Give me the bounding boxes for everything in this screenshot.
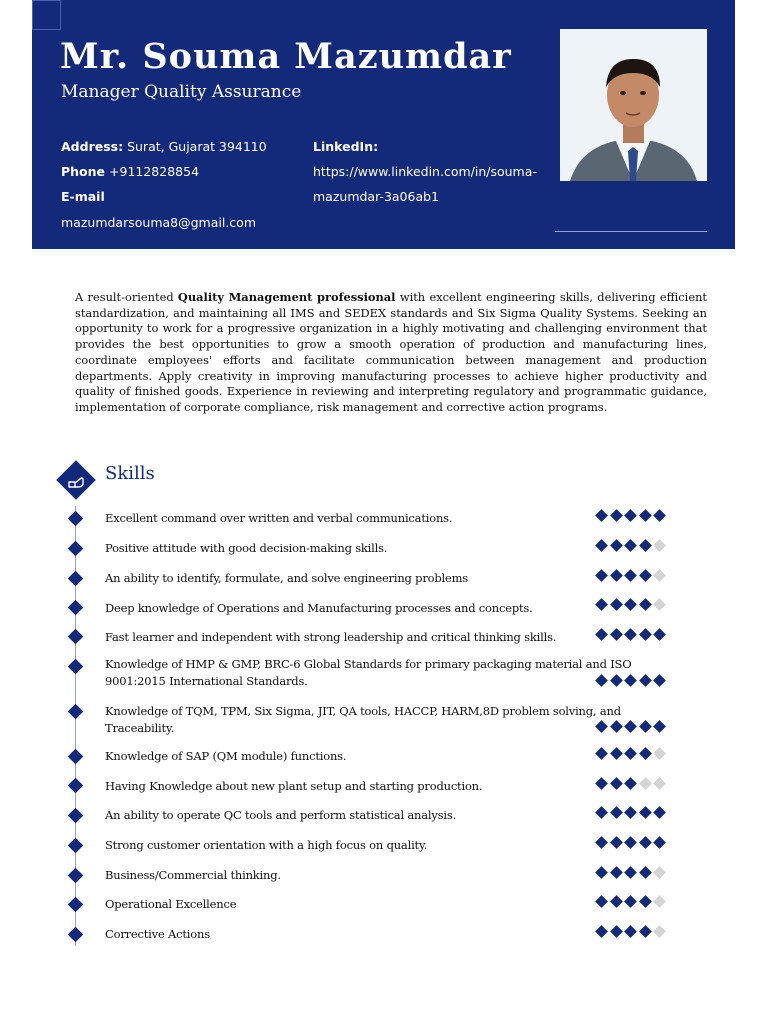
diamond-bullet-icon	[68, 749, 84, 765]
rating-filled-diamond-icon	[595, 777, 608, 790]
rating-filled-diamond-icon	[639, 806, 652, 819]
rating-filled-diamond-icon	[639, 720, 652, 733]
skill-rating	[596, 600, 676, 612]
rating-filled-diamond-icon	[610, 836, 623, 849]
rating-empty-diamond-icon	[653, 777, 666, 790]
skill-rating	[596, 541, 676, 553]
rating-filled-diamond-icon	[624, 628, 637, 641]
phone-line	[61, 164, 199, 179]
linkedin-url-line2[interactable]: mazumdar-3a06ab1	[313, 189, 440, 204]
summary-highlight: Quality Management professional	[177, 290, 396, 304]
rating-filled-diamond-icon	[595, 539, 608, 552]
skill-label: Business/Commercial thinking.	[105, 868, 281, 882]
diamond-bullet-icon	[68, 659, 84, 675]
rating-filled-diamond-icon	[595, 836, 608, 849]
rating-filled-diamond-icon	[639, 598, 652, 611]
rating-filled-diamond-icon	[624, 866, 637, 879]
rating-filled-diamond-icon	[595, 925, 608, 938]
skill-label: Knowledge of SAP (QM module) functions.	[105, 749, 347, 763]
rating-filled-diamond-icon	[624, 747, 637, 760]
skill-label: Knowledge of HMP & GMP, BRC-6 Global Standards for primary packaging material and ISO 9001:2015 International Standards.	[105, 657, 632, 688]
professional-summary: A result-oriented Quality Management professional with excellent engineering skills, delivering efficient standardization, and maintaining all IMS and SEDEX standards and Six Sigma Quality Systems. Seeking an opportunity to work for a progressive organization in a highly motivating and challenging environment that provides the best opportunities to grow a smooth operation of production and manufacturing lines, coordinate employees' efforts and facilitate communication between management and production departments. Apply creativity in improving manufacturing processes to achieve higher productivity and quality of finished goods. Experience in reviewing and interpreting regulatory and programmatic guidance, implementation of corporate compliance, risk management and corrective action programs.	[75, 290, 707, 414]
photo-divider	[555, 231, 707, 232]
skill-label: Fast learner and independent with strong leadership and critical thinking skills.	[105, 630, 557, 644]
rating-filled-diamond-icon	[639, 628, 652, 641]
skill-label: Having Knowledge about new plant setup and starting production.	[105, 779, 483, 793]
diamond-bullet-icon	[68, 704, 84, 720]
skill-rating	[596, 897, 676, 909]
rating-filled-diamond-icon	[624, 539, 637, 552]
rating-filled-diamond-icon	[610, 569, 623, 582]
skill-rating	[596, 511, 676, 523]
skill-label: Deep knowledge of Operations and Manufacturing processes and concepts.	[105, 601, 533, 615]
rating-filled-diamond-icon	[639, 674, 652, 687]
address-label: Address:	[61, 139, 124, 154]
rating-filled-diamond-icon	[639, 509, 652, 522]
skill-rating	[596, 630, 676, 642]
rating-empty-diamond-icon	[653, 598, 666, 611]
rating-filled-diamond-icon	[595, 895, 608, 908]
rating-filled-diamond-icon	[624, 806, 637, 819]
skill-label: Operational Excellence	[105, 897, 237, 911]
profile-photo	[560, 29, 707, 181]
rating-filled-diamond-icon	[610, 747, 623, 760]
rating-filled-diamond-icon	[595, 866, 608, 879]
linkedin-label: LinkedIn:	[313, 139, 379, 154]
diamond-bullet-icon	[68, 838, 84, 854]
diamond-bullet-icon	[68, 927, 84, 943]
rating-filled-diamond-icon	[624, 895, 637, 908]
skill-rating	[596, 838, 676, 850]
skills-heading: Skills	[105, 463, 155, 484]
rating-filled-diamond-icon	[639, 539, 652, 552]
rating-filled-diamond-icon	[639, 925, 652, 938]
rating-filled-diamond-icon	[624, 777, 637, 790]
rating-filled-diamond-icon	[653, 674, 666, 687]
skill-rating	[596, 676, 676, 688]
rating-filled-diamond-icon	[610, 720, 623, 733]
rating-filled-diamond-icon	[624, 674, 637, 687]
rating-filled-diamond-icon	[610, 598, 623, 611]
email-value[interactable]: mazumdarsouma8@gmail.com	[61, 215, 256, 230]
skill-rating	[596, 868, 676, 880]
rating-empty-diamond-icon	[653, 895, 666, 908]
rating-filled-diamond-icon	[595, 598, 608, 611]
decorative-corner-box	[32, 0, 61, 30]
diamond-bullet-icon	[68, 868, 84, 884]
phone-label: Phone	[61, 164, 106, 179]
diamond-bullet-icon	[68, 778, 84, 794]
rating-filled-diamond-icon	[624, 836, 637, 849]
rating-filled-diamond-icon	[653, 806, 666, 819]
skill-rating	[596, 749, 676, 761]
rating-filled-diamond-icon	[639, 895, 652, 908]
diamond-bullet-icon	[68, 897, 84, 913]
rating-filled-diamond-icon	[653, 836, 666, 849]
skill-label: Corrective Actions	[105, 927, 210, 941]
rating-filled-diamond-icon	[639, 569, 652, 582]
rating-filled-diamond-icon	[624, 598, 637, 611]
rating-filled-diamond-icon	[610, 806, 623, 819]
rating-filled-diamond-icon	[639, 836, 652, 849]
rating-filled-diamond-icon	[624, 925, 637, 938]
skill-rating	[596, 722, 676, 734]
skill-label: An ability to operate QC tools and perform statistical analysis.	[105, 808, 457, 822]
rating-filled-diamond-icon	[595, 806, 608, 819]
skill-label: Positive attitude with good decision-making skills.	[105, 541, 388, 555]
rating-empty-diamond-icon	[639, 777, 652, 790]
diamond-bullet-icon	[68, 541, 84, 557]
rating-filled-diamond-icon	[595, 569, 608, 582]
address-value: Surat, Gujarat 394110	[127, 139, 267, 154]
candidate-name: Mr. Souma Mazumdar	[60, 36, 512, 77]
rating-filled-diamond-icon	[610, 777, 623, 790]
rating-filled-diamond-icon	[624, 720, 637, 733]
diamond-bullet-icon	[68, 629, 84, 645]
rating-filled-diamond-icon	[639, 747, 652, 760]
rating-filled-diamond-icon	[653, 720, 666, 733]
rating-empty-diamond-icon	[653, 569, 666, 582]
rating-empty-diamond-icon	[653, 866, 666, 879]
rating-filled-diamond-icon	[595, 674, 608, 687]
skill-rating	[596, 571, 676, 583]
email-label: E-mail	[61, 189, 105, 204]
rating-filled-diamond-icon	[610, 866, 623, 879]
skill-rating	[596, 808, 676, 820]
skill-label: Strong customer orientation with a high focus on quality.	[105, 838, 428, 852]
rating-filled-diamond-icon	[653, 628, 666, 641]
address-line	[61, 139, 267, 154]
rating-empty-diamond-icon	[653, 747, 666, 760]
diamond-bullet-icon	[68, 808, 84, 824]
rating-filled-diamond-icon	[595, 720, 608, 733]
skill-label: An ability to identify, formulate, and solve engineering problems	[105, 571, 468, 585]
rating-filled-diamond-icon	[610, 674, 623, 687]
rating-empty-diamond-icon	[653, 539, 666, 552]
rating-filled-diamond-icon	[610, 628, 623, 641]
skill-label: Knowledge of TQM, TPM, Six Sigma, JIT, QA tools, HACCP, HARM,8D problem solving, and Traceability.	[105, 704, 621, 735]
rating-filled-diamond-icon	[610, 509, 623, 522]
rating-filled-diamond-icon	[653, 509, 666, 522]
rating-filled-diamond-icon	[610, 539, 623, 552]
job-title: Manager Quality Assurance	[61, 82, 302, 102]
diamond-bullet-icon	[68, 600, 84, 616]
rating-filled-diamond-icon	[624, 509, 637, 522]
phone-value[interactable]: +9112828854	[109, 164, 200, 179]
linkedin-url-line1[interactable]: https://www.linkedin.com/in/souma-	[313, 164, 537, 179]
skill-rating	[596, 927, 676, 939]
rating-filled-diamond-icon	[610, 895, 623, 908]
rating-empty-diamond-icon	[653, 925, 666, 938]
rating-filled-diamond-icon	[595, 747, 608, 760]
skill-rating	[596, 779, 676, 791]
rating-filled-diamond-icon	[595, 628, 608, 641]
rating-filled-diamond-icon	[624, 569, 637, 582]
diamond-bullet-icon	[68, 511, 84, 527]
skills-badge-icon	[56, 460, 96, 500]
skill-label: Excellent command over written and verbal communications.	[105, 511, 453, 525]
diamond-bullet-icon	[68, 571, 84, 587]
rating-filled-diamond-icon	[595, 509, 608, 522]
rating-filled-diamond-icon	[639, 866, 652, 879]
rating-filled-diamond-icon	[610, 925, 623, 938]
